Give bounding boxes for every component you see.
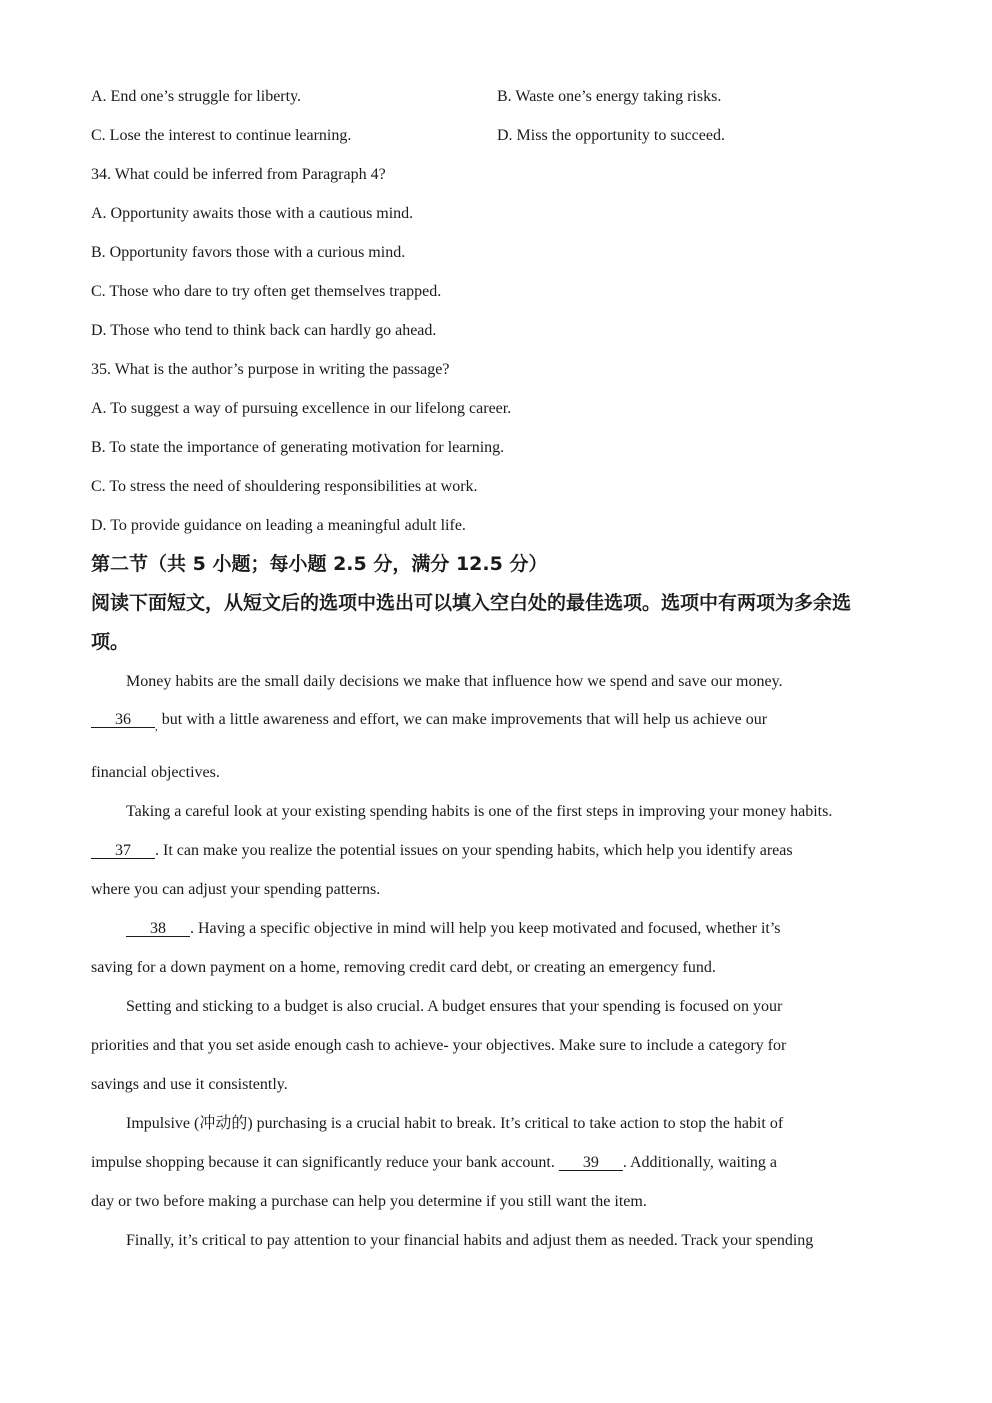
q34-option-c: C. Those who dare to try often get themselves trapped. (91, 283, 442, 300)
q34-option-d: D. Those who tend to think back can hardly go ahead. (91, 322, 437, 339)
blank-39[interactable]: 39 (558, 1154, 623, 1171)
section-instruction-line2: 项。 (91, 631, 130, 653)
blank-36[interactable]: 36 (91, 711, 155, 728)
q34-option-a: A. Opportunity awaits those with a cautious mind. (91, 205, 414, 222)
section-instruction-line1: 阅读下面短文，从短文后的选项中选出可以填入空白处的最佳选项。选项中有两项为多余选 (91, 592, 852, 614)
blank-38[interactable]: 38 (126, 920, 190, 937)
blank-37[interactable]: 37 (91, 842, 155, 859)
passage-p1-line2-text: but with a little awareness and effort, we can make improvements that will help us achieve our (157, 711, 768, 728)
q33-option-d: D. Miss the opportunity to succeed. (497, 127, 725, 144)
passage-p3-line1-text: . Having a specific objective in mind will help you keep motivated and focused, whether it’s (190, 920, 781, 937)
passage-p4-line3: savings and use it consistently. (91, 1076, 288, 1093)
passage-p3-line1 (126, 919, 781, 939)
passage-p2-line2 (91, 841, 793, 861)
q35-option-c: C. To stress the need of shouldering responsibilities at work. (91, 478, 478, 495)
passage-p5-line1: Impulsive (冲动的) purchasing is a crucial habit to break. It’s critical to take action to stop the habit of (126, 1115, 784, 1132)
q35-option-a: A. To suggest a way of pursuing excellence in our lifelong career. (91, 400, 512, 417)
q33-option-b: B. Waste one’s energy taking risks. (497, 88, 722, 105)
section-title: 第二节（共 5 小题；每小题 2.5 分，满分 12.5 分） (91, 553, 548, 575)
passage-p1-line3: financial objectives. (91, 764, 220, 781)
passage-p1-line2 (91, 710, 767, 737)
q35-option-d: D. To provide guidance on leading a meaningful adult life. (91, 517, 466, 534)
passage-p5-line2-end: . Additionally, waiting a (622, 1154, 777, 1171)
passage-p5-line3: day or two before making a purchase can help you determine if you still want the item. (91, 1193, 647, 1210)
passage-p4-line2: priorities and that you set aside enough cash to achieve- your objectives. Make sure to include a category for (91, 1037, 787, 1054)
passage-p2-line1: Taking a careful look at your existing spending habits is one of the first steps in improving your money habits. (126, 803, 833, 820)
passage-p2-line3: where you can adjust your spending patterns. (91, 881, 381, 898)
passage-p3-line2: saving for a down payment on a home, removing credit card debt, or creating an emergency fund. (91, 959, 716, 976)
passage-p6-line1: Finally, it’s critical to pay attention to your financial habits and adjust them as needed. Track your spending (126, 1232, 814, 1249)
q33-option-c: C. Lose the interest to continue learning. (91, 127, 352, 144)
q35-question: 35. What is the author’s purpose in writing the passage? (91, 361, 450, 378)
passage-p5-line2-start: impulse shopping because it can significantly reduce your bank account. (91, 1154, 559, 1171)
q33-option-a: A. End one’s struggle for liberty. (91, 88, 302, 105)
q35-option-b: B. To state the importance of generating motivation for learning. (91, 439, 505, 456)
passage-p2-line2-text: . It can make you realize the potential issues on your spending habits, which help you identify areas (155, 842, 793, 859)
passage-p1-line1: Money habits are the small daily decisions we make that influence how we spend and save our money. (126, 673, 783, 690)
q34-option-b: B. Opportunity favors those with a curious mind. (91, 244, 406, 261)
comma: , (155, 721, 158, 733)
passage-p4-line1: Setting and sticking to a budget is also crucial. A budget ensures that your spending is focused on your (126, 998, 783, 1015)
q34-question: 34. What could be inferred from Paragraph 4? (91, 166, 386, 183)
passage-p5-line2 (91, 1153, 777, 1173)
